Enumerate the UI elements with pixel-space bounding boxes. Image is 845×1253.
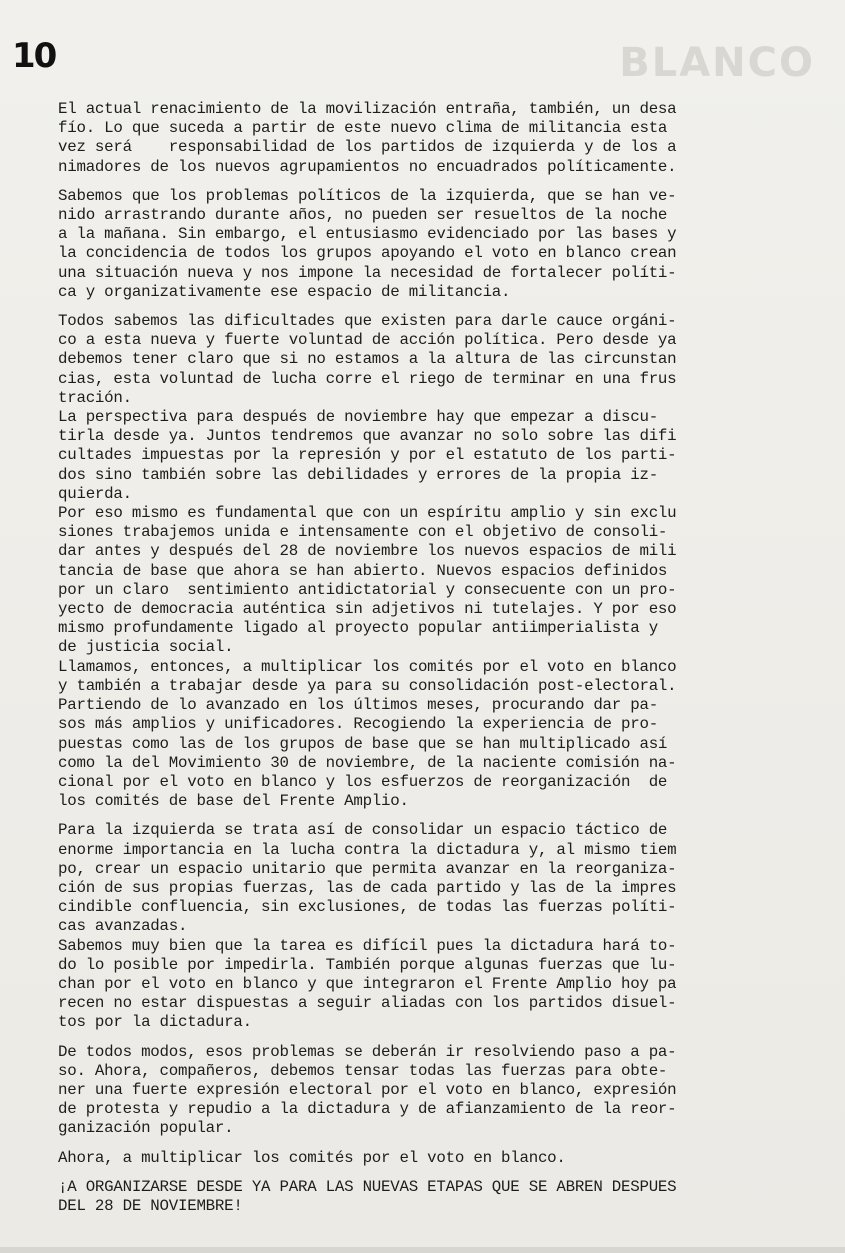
- paragraph: [58, 504, 803, 658]
- text-line: ca y organizativamente ese espacio de militancia.: [58, 282, 511, 301]
- text-line: do lo posible por impedirla. También porque algunas fuerzas que lu-: [58, 955, 677, 974]
- text-line: a la mañana. Sin embargo, el entusiasmo evidenciado por las bases y: [58, 225, 677, 244]
- text-line: chan por el voto en blanco y que integraron el Frente Amplio hoy pa: [58, 974, 677, 993]
- article-body: [58, 100, 803, 1216]
- paragraph: [58, 1178, 803, 1216]
- text-line: Para la izquierda se trata así de consolidar un espacio táctico de: [58, 821, 668, 840]
- text-line: de protesta y repudio a la dictadura y de afianzamiento de la reor-: [58, 1100, 677, 1119]
- text-line: vez será responsabilidad de los partidos de izquierda y de los a: [58, 138, 677, 157]
- text-line: y también a trabajar desde ya para su consolidación post-electoral.: [58, 676, 677, 695]
- text-line: puestas como las de los grupos de base que se han multiplicado así: [58, 734, 668, 753]
- text-line: Sabemos muy bien que la tarea es difícil pues la dictadura hará to-: [58, 936, 677, 955]
- text-line: siones trabajemos unida e intensamente con el objetivo de consoli-: [58, 523, 668, 542]
- text-line: sos más amplios y unificadores. Recogiendo la experiencia de pro-: [58, 715, 658, 734]
- text-line: Todos sabemos las dificultades que existen para darle cauce orgáni-: [58, 312, 677, 331]
- text-line: El actual renacimiento de la movilización entraña, también, un desa: [58, 100, 677, 118]
- text-line: Por eso mismo es fundamental que con un espíritu amplio y sin exclu: [58, 504, 677, 523]
- paragraph: [58, 937, 803, 1033]
- text-line: DEL 28 DE NOVIEMBRE!: [58, 1196, 243, 1215]
- paragraph: [58, 408, 803, 504]
- text-line: una situación nueva y nos impone la necesidad de fortalecer políti-: [58, 263, 677, 282]
- text-line: mismo profundamente ligado al proyecto popular antiimperialista y: [58, 619, 658, 638]
- text-line: por un claro sentimiento antidictatorial y consecuente con un pro-: [58, 580, 677, 599]
- text-line: Partiendo de lo avanzado en los últimos meses, procurando dar pa-: [58, 696, 658, 715]
- text-line: nido arrastrando durante años, no pueden ser resueltos de la noche: [58, 206, 668, 225]
- text-line: po, crear un espacio unitario que permita avanzar en la reorganiza-: [58, 859, 677, 878]
- text-line: tirla desde ya. Juntos tendremos que avanzar no solo sobre las difi: [58, 427, 677, 446]
- text-line: cias, esta voluntad de lucha corre el riego de terminar en una frus: [58, 369, 677, 388]
- text-line: tración.: [58, 388, 132, 407]
- paragraph: [58, 1043, 803, 1139]
- text-line: cas avanzadas.: [58, 917, 188, 936]
- paragraph: [58, 100, 803, 177]
- page-edge: [0, 1247, 845, 1253]
- text-line: dar antes y después del 28 de noviembre los nuevos espacios de mili: [58, 542, 677, 561]
- paragraph: [58, 312, 803, 408]
- bleed-through-heading: BLANCO: [619, 40, 815, 86]
- paragraph: [58, 1149, 803, 1168]
- text-line: tos por la dictadura.: [58, 1013, 252, 1032]
- text-line: enorme importancia en la lucha contra la dictadura y, al mismo tiem: [58, 840, 677, 859]
- text-line: quierda.: [58, 484, 132, 503]
- text-line: Llamamos, entonces, a multiplicar los comités por el voto en blanco: [58, 657, 677, 676]
- text-line: dos sino también sobre las debilidades y errores de la propia iz-: [58, 465, 658, 484]
- text-line: recen no estar dispuestas a seguir aliadas con los partidos disuel-: [58, 994, 677, 1013]
- text-line: ción de sus propias fuerzas, las de cada partido y las de la impres: [58, 878, 677, 897]
- text-line: ganización popular.: [58, 1119, 234, 1138]
- text-line: como la del Movimiento 30 de noviembre, de la naciente comisión na-: [58, 753, 677, 772]
- text-line: fío. Lo que suceda a partir de este nuevo clima de militancia esta: [58, 119, 668, 138]
- text-line: debemos tener claro que si no estamos a la altura de las circunstan: [58, 350, 677, 369]
- page-number: 10: [12, 36, 56, 76]
- text-line: Sabemos que los problemas políticos de la izquierda, que se han ve-: [58, 186, 677, 205]
- paragraph: [58, 658, 803, 812]
- text-line: so. Ahora, compañeros, debemos tensar todas las fuerzas para obte-: [58, 1061, 668, 1080]
- text-line: cultades impuestas por la represión y por el estatuto de los parti-: [58, 446, 677, 465]
- text-line: nimadores de los nuevos agrupamientos no encuadrados políticamente.: [58, 157, 677, 176]
- text-line: De todos modos, esos problemas se deberán ir resolviendo paso a pa-: [58, 1042, 677, 1061]
- text-line: ner una fuerte expresión electoral por el voto en blanco, expresión: [58, 1080, 677, 1099]
- text-line: La perspectiva para después de noviembre hay que empezar a discu-: [58, 408, 658, 427]
- text-line: Ahora, a multiplicar los comités por el voto en blanco.: [58, 1148, 566, 1167]
- text-line: yecto de democracia auténtica sin adjetivos ni tutelajes. Y por eso: [58, 600, 677, 619]
- text-line: cional por el voto en blanco y los esfuerzos de reorganización de: [58, 772, 668, 791]
- text-line: la concidencia de todos los grupos apoyando el voto en blanco crean: [58, 244, 677, 263]
- text-line: los comités de base del Frente Amplio.: [58, 792, 409, 811]
- paragraph: [58, 187, 803, 302]
- paragraph: [58, 821, 803, 936]
- text-line: tancia de base que ahora se han abierto. Nuevos espacios definidos: [58, 561, 668, 580]
- text-line: cindible confluencia, sin exclusiones, de todas las fuerzas políti-: [58, 898, 677, 917]
- text-line: co a esta nueva y fuerte voluntad de acción política. Pero desde ya: [58, 331, 677, 350]
- text-line: ¡A ORGANIZARSE DESDE YA PARA LAS NUEVAS ETAPAS QUE SE ABREN DESPUES: [58, 1177, 677, 1196]
- text-line: de justicia social.: [58, 638, 234, 657]
